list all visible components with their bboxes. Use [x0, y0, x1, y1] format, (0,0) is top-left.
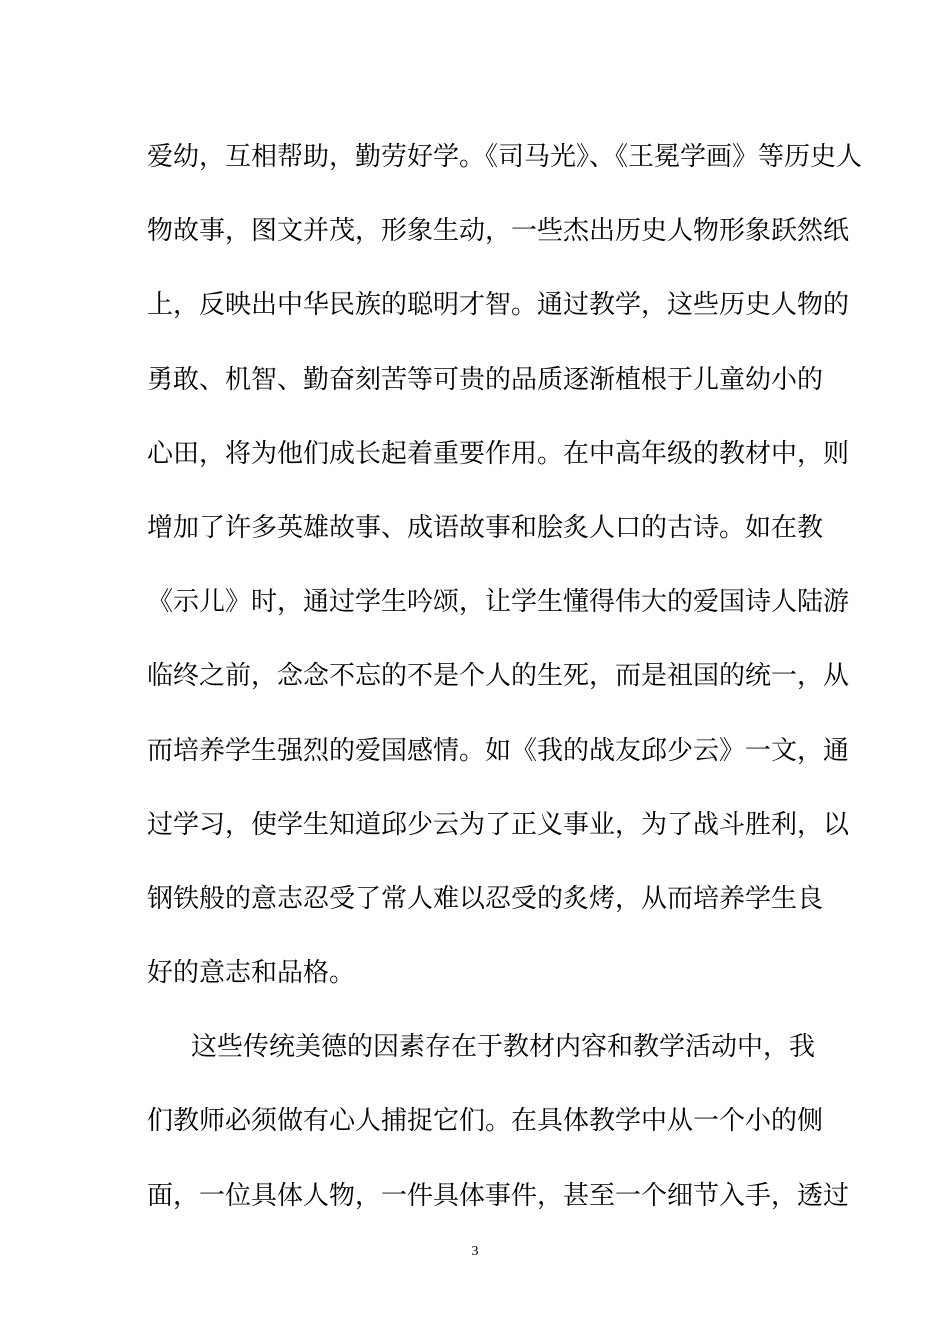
body-text [147, 128, 863, 1241]
text-line: 钢铁般的意志忍受了常人难以忍受的炙烤，从而培养学生良 [147, 883, 824, 914]
text-line: 《示儿》时，通过学生吟颂，让学生懂得伟大的爱国诗人陆游 [147, 587, 850, 618]
text-line: 们教师必须做有心人捕捉它们。在具体教学中从一个小的侧 [147, 1106, 824, 1137]
text-line: 这些传统美德的因素存在于教材内容和教学活动中，我 [191, 1032, 816, 1063]
text-line: 过学习，使学生知道邱少云为了正义事业，为了战斗胜利，以 [147, 809, 850, 840]
page-number: 3 [471, 1244, 479, 1259]
text-line: 好的意志和品格。 [147, 958, 356, 989]
text-line: 临终之前，念念不忘的不是个人的生死，而是祖国的统一，从 [147, 661, 850, 692]
text-line: 勇敢、机智、勤奋刻苦等可贵的品质逐渐植根于儿童幼小的 [147, 364, 824, 395]
text-line: 心田，将为他们成长起着重要作用。在中高年级的教材中，则 [147, 438, 850, 469]
text-line: 上，反映出中华民族的聪明才智。通过教学，这些历史人物的 [147, 290, 850, 321]
text-line: 而培养学生强烈的爱国感情。如《我的战友邱少云》一文，通 [147, 735, 850, 766]
text-line: 面，一位具体人物，一件具体事件，甚至一个细节入手，透过 [147, 1180, 850, 1211]
text-line: 增加了许多英雄故事、成语故事和脍炙人口的古诗。如在教 [147, 512, 824, 543]
text-line: 物故事，图文并茂，形象生动，一些杰出历史人物形象跃然纸 [147, 216, 850, 247]
text-line: 爱幼，互相帮助，勤劳好学。《司马光》、《王冕学画》等历史人 [147, 142, 863, 172]
